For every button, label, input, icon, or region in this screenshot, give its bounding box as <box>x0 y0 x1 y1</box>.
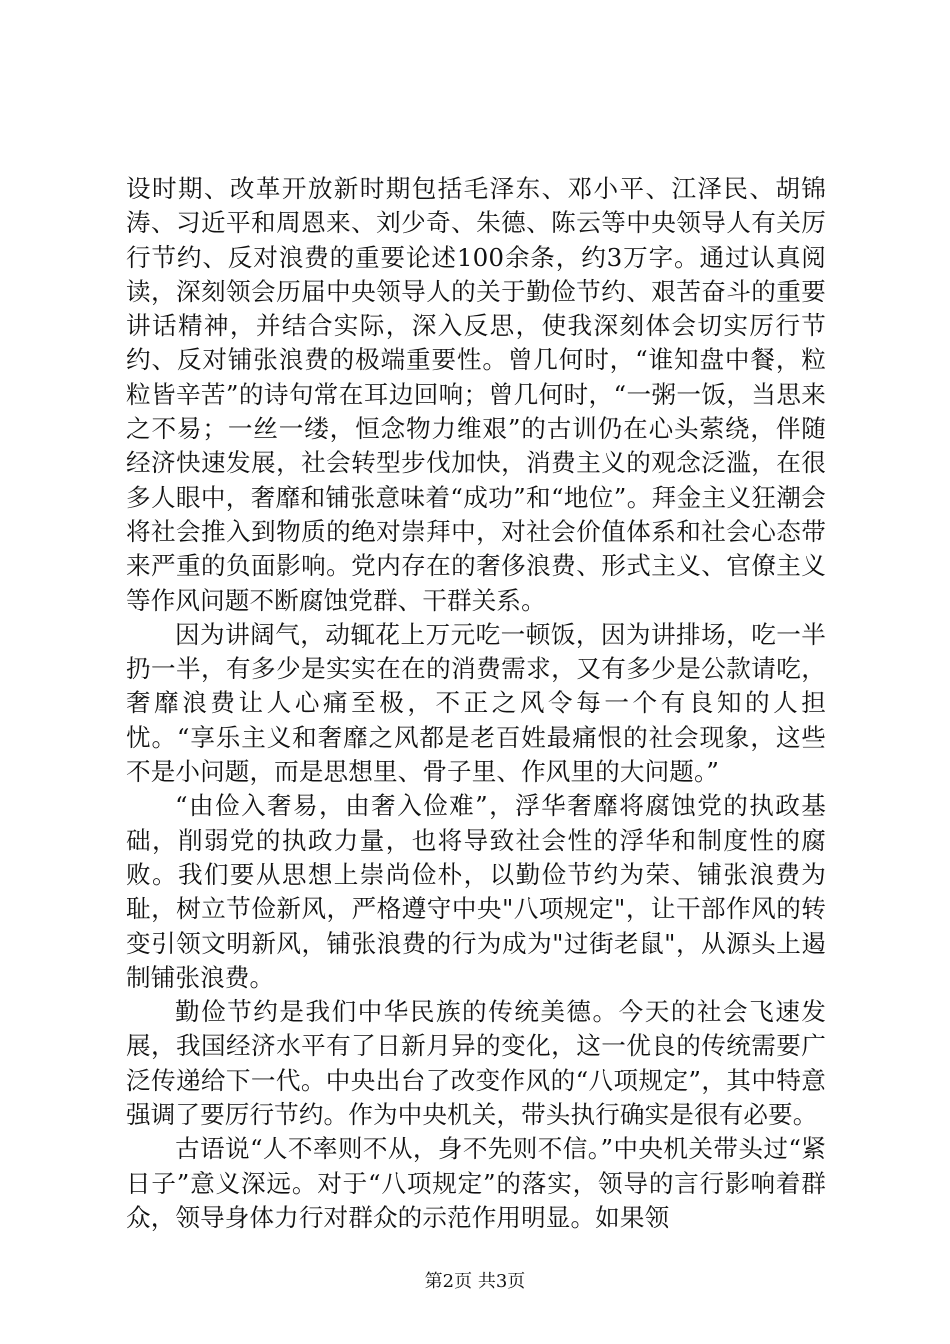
page-number-footer: 第2页 共3页 <box>424 1271 526 1292</box>
document-body <box>126 172 826 1235</box>
paragraph-3: “由俭入奢易，由奢入俭难”，浮华奢靡将腐蚀党的执政基础，削弱党的执政力量，也将导致社会性的浮华和制度性的腐败。我们要从思想上崇尚俭朴，以勤俭节约为荣、铺张浪费为耻，树立节俭新风，严格遵守中央"八项规定"，让干部作风的转变引领文明新风，铺张浪费的行为成为"过街老鼠"，从源头上遏制铺张浪费。 <box>126 791 826 992</box>
paragraph-4: 勤俭节约是我们中华民族的传统美德。今天的社会飞速发展，我国经济水平有了日新月异的变化，这一优良的传统需要广泛传递给下一代。中央出台了改变作风的“八项规定”，其中特意强调了要厉行节约。作为中央机关，带头执行确实是很有必要。 <box>126 997 826 1130</box>
paragraph-5: 古语说“人不率则不从，身不先则不信。”中央机关带头过“紧日子”意义深远。对于“八项规定”的落实，领导的言行影响着群众，领导身体力行对群众的示范作用明显。如果领 <box>126 1134 826 1232</box>
paragraph-1: 设时期、改革开放新时期包括毛泽东、邓小平、江泽民、胡锦涛、习近平和周恩来、刘少奇、朱德、陈云等中央领导人有关厉行节约、反对浪费的重要论述100余条，约3万字。通过认真阅读，深刻领会历届中央领导人的关于勤俭节约、艰苦奋斗的重要讲话精神，并结合实际，深入反思，使我深刻体会切实厉行节约、反对铺张浪费的极端重要性。曾几何时，“谁知盘中餐，粒粒皆辛苦”的诗句常在耳边回响；曾几何时，“一粥一饭，当思来之不易；一丝一缕，恒念物力维艰”的古训仍在心头萦绕，伴随经济快速发展，社会转型步伐加快，消费主义的观念泛滥，在很多人眼中，奢靡和铺张意味着“成功”和“地位”。拜金主义狂潮会将社会推入到物质的绝对崇拜中，对社会价值体系和社会心态带来严重的负面影响。党内存在的奢侈浪费、形式主义、官僚主义等作风问题不断腐蚀党群、干群关系。 <box>126 174 826 615</box>
paragraph-2: 因为讲阔气，动辄花上万元吃一顿饭，因为讲排场，吃一半扔一半，有多少是实实在在的消费需求，又有多少是公款请吃，奢靡浪费让人心痛至极，不正之风令每一个有良知的人担忧。“享乐主义和奢靡之风都是老百姓最痛恨的社会现象，这些不是小问题，而是思想里、骨子里、作风里的大问题。” <box>126 619 826 787</box>
